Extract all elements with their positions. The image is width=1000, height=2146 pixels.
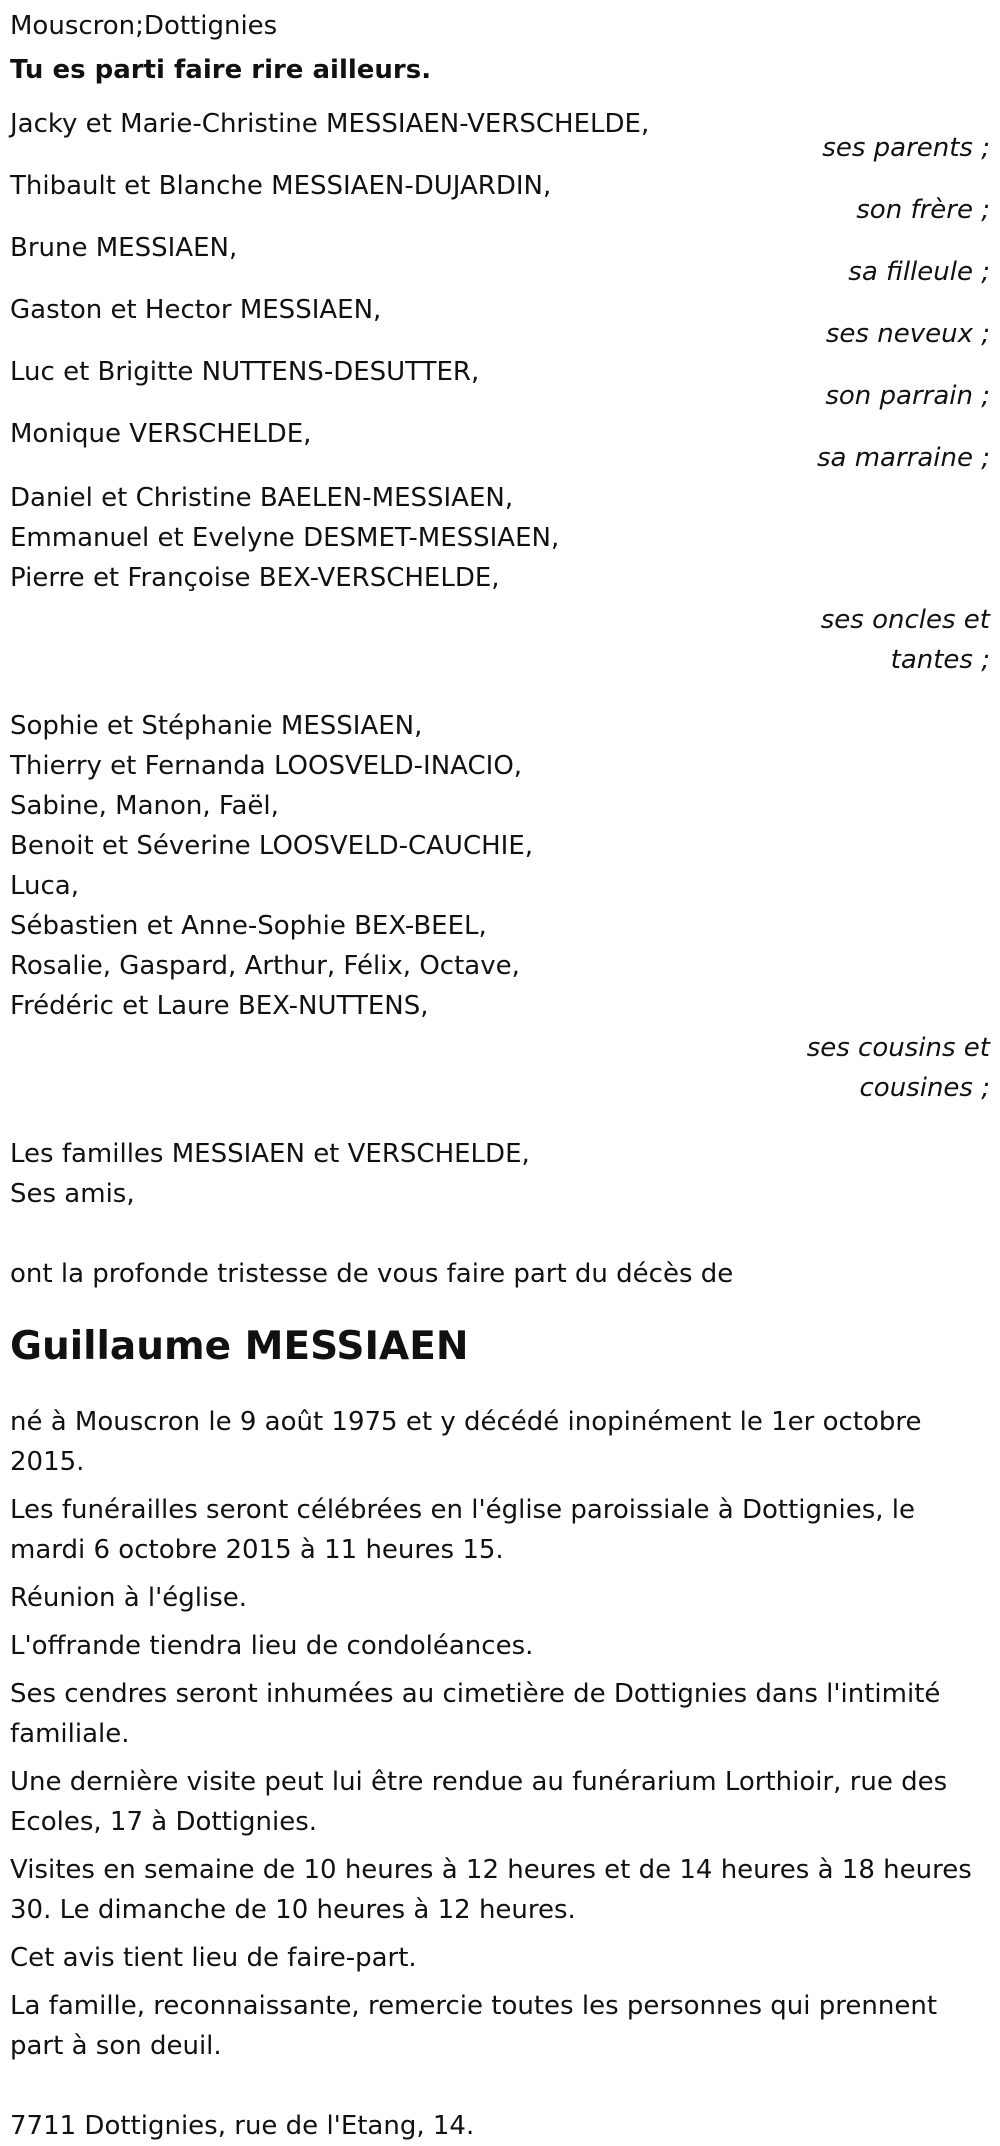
family-group	[10, 706, 990, 1108]
family-name: Monique VERSCHELDE,	[10, 419, 312, 449]
details	[10, 1402, 990, 2066]
family-group	[10, 478, 990, 680]
family-name: Luca,	[10, 871, 79, 901]
other-line: Ses amis,	[10, 1179, 135, 1209]
family-name: Sabine, Manon, Faël,	[10, 791, 279, 821]
family-group	[10, 352, 990, 416]
family-name: Brune MESSIAEN,	[10, 233, 238, 263]
family-name: Jacky et Marie-Christine MESSIAEN-VERSCHELDE,	[10, 109, 650, 139]
relation-label: son frère ;	[856, 195, 990, 225]
address: 7711 Dottignies, rue de l'Etang, 14.	[10, 2111, 475, 2141]
relation-label: ses neveux ;	[825, 319, 990, 349]
family-name: Emmanuel et Evelyne DESMET-MESSIAEN,	[10, 523, 560, 553]
motto: Tu es parti faire rire ailleurs.	[10, 55, 432, 85]
detail-paragraph: Réunion à l'église.	[10, 1583, 248, 1613]
detail-paragraph: L'offrande tiendra lieu de condoléances.	[10, 1631, 534, 1661]
family-name: Benoit et Séverine LOOSVELD-CAUCHIE,	[10, 831, 534, 861]
detail-paragraph: Cet avis tient lieu de faire-part.	[10, 1943, 417, 1973]
detail-paragraph: Visites en semaine de 10 heures à 12 heures et de 14 heures à 18 heures 30. Le dimanche de 10 heures à 12 heures.	[10, 1855, 972, 1925]
relation-label: ses cousins et cousines ;	[806, 1033, 990, 1103]
relation-label: ses oncles et tantes ;	[820, 605, 990, 675]
family-group	[10, 104, 990, 168]
family-name: Daniel et Christine BAELEN-MESSIAEN,	[10, 483, 514, 513]
deceased-name: Guillaume MESSIAEN	[10, 1324, 469, 1369]
family-name: Thibault et Blanche MESSIAEN-DUJARDIN,	[10, 171, 552, 201]
family-name: Rosalie, Gaspard, Arthur, Félix, Octave,	[10, 951, 520, 981]
family-name: Sophie et Stéphanie MESSIAEN,	[10, 711, 423, 741]
announcement: ont la profonde tristesse de vous faire part du décès de	[10, 1259, 734, 1289]
family-name: Gaston et Hector MESSIAEN,	[10, 295, 382, 325]
family-name: Sébastien et Anne-Sophie BEX-BEEL,	[10, 911, 487, 941]
family-name: Frédéric et Laure BEX-NUTTENS,	[10, 991, 429, 1021]
other-mourners	[10, 1134, 990, 1214]
detail-paragraph: Ses cendres seront inhumées au cimetière de Dottignies dans l'intimité familiale.	[10, 1679, 941, 1749]
family-group	[10, 414, 990, 478]
other-line: Les familles MESSIAEN et VERSCHELDE,	[10, 1139, 530, 1169]
relation-label: ses parents ;	[822, 133, 990, 163]
relation-label: sa filleule ;	[848, 257, 990, 287]
detail-paragraph: La famille, reconnaissante, remercie toutes les personnes qui prennent part à son deuil.	[10, 1991, 938, 2061]
relation-label: son parrain ;	[825, 381, 990, 411]
relation-label: sa marraine ;	[816, 443, 990, 473]
family-group	[10, 228, 990, 292]
family-name: Luc et Brigitte NUTTENS-DESUTTER,	[10, 357, 480, 387]
family-name: Pierre et Françoise BEX-VERSCHELDE,	[10, 563, 500, 593]
detail-paragraph: Une dernière visite peut lui être rendue au funérarium Lorthioir, rue des Ecoles, 17 à Dottignies.	[10, 1767, 948, 1837]
family-name: Thierry et Fernanda LOOSVELD-INACIO,	[10, 751, 523, 781]
detail-paragraph: né à Mouscron le 9 août 1975 et y décédé inopinément le 1er octobre 2015.	[10, 1407, 922, 1477]
locality: Mouscron;Dottignies	[10, 11, 278, 41]
detail-paragraph: Les funérailles seront célébrées en l'église paroissiale à Dottignies, le mardi 6 octobre 2015 à 11 heures 15.	[10, 1495, 915, 1565]
family-group	[10, 166, 990, 230]
family-group	[10, 290, 990, 354]
